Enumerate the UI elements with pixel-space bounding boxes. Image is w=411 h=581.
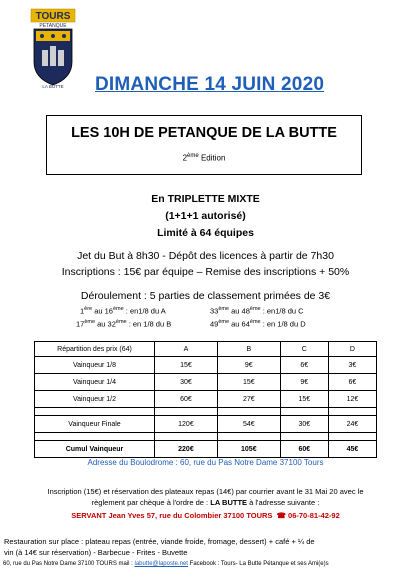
rank-group-c [210,306,304,316]
rank-group-b [76,319,171,329]
row-label: Vainqueur 1/2 [35,391,155,408]
event-date: DIMANCHE 14 JUIN 2020 [95,74,325,95]
edition-number: 2 [182,153,188,163]
table-cell: 30€ [280,416,328,433]
table-row [35,357,377,374]
format-line3: Limité à 64 équipes [157,227,254,239]
event-title: LES 10H DE PETANQUE DE LA BUTTE [71,125,337,141]
schedule-line1: Jet du But à 8h30 - Dépôt des licences à partir de 7h30 [77,250,334,262]
rank-b-end: au 32 [95,319,116,329]
rank-group-d [210,319,306,329]
footer [3,561,329,567]
restauration-line2: vin (à 14€ sur réservation) - Barbecue - Frites - Buvette [4,548,188,557]
rank-a-start-sup: ère [84,306,93,312]
inscription-line2-end: à l'adresse suivante : [247,498,320,507]
table-cell: 9€ [280,374,328,391]
rank-b-end-sup: ème [115,319,127,325]
logo-top-text: TOURS [35,11,71,22]
table-cell: 60€ [280,441,328,458]
spacer-cell [155,433,218,441]
rank-a-desc: : en1/8 du A [123,306,166,316]
table-spacer [35,433,377,441]
header-cell: A [155,342,218,357]
table-cell: 12€ [328,391,376,408]
spacer-cell [280,433,328,441]
table-cell: 15€ [155,357,218,374]
table-cell: 30€ [155,374,218,391]
rank-d-end: au 64 [229,319,250,329]
phone-icon: ☎ [276,511,286,520]
rank-d-desc: : en 1/8 du D [260,319,306,329]
inscription-line1: Inscription (15€) et réservation des plateaux repas (14€) par courrier avant le 31 Mai 20 avec le [47,487,364,496]
header-cell: C [280,342,328,357]
rank-c-start: 33 [210,306,219,316]
spacer-cell [217,408,280,416]
prize-table-header [35,342,377,357]
footer-facebook: Facebook : Tours- La Butte Pétanque et ses Ami(e)s [187,561,329,567]
spacer-cell [217,433,280,441]
table-cell: 3€ [328,357,376,374]
table-cell: 45€ [328,441,376,458]
restauration-line1: Restauration sur place : plateau repas (entrée, viande froide, fromage, dessert) + café + ¼ de [4,537,315,546]
club-logo [30,8,76,90]
rank-a-start: 1 [80,306,85,316]
edition-label [47,153,361,163]
logo-sub-text: PETANQUE [39,23,67,29]
inscription-line2 [0,498,411,507]
inscription-club-name: LA BUTTE [210,498,248,507]
spacer-cell [155,408,218,416]
table-cell: 54€ [217,416,280,433]
club-logo-shield-icon [30,8,76,90]
edition-suffix: ème [187,153,199,159]
table-cell: 220€ [155,441,218,458]
header-cell: D [328,342,376,357]
logo-bottom-text: LA BUTTE [42,84,64,89]
table-row [35,416,377,433]
spacer-cell [35,408,155,416]
table-cell: 15€ [280,391,328,408]
contact-address: SERVANT Jean Yves 57, rue du Colombier 37100 TOURS [71,511,273,520]
table-spacer [35,408,377,416]
format-line1: En TRIPLETTE MIXTE [151,193,260,205]
boulodrome-address: Adresse du Boulodrome : 60, rue du Pas Notre Dame 37100 Tours [87,458,324,467]
table-cell: 60€ [155,391,218,408]
rank-d-end-sup: ème [249,319,261,325]
rank-d-start: 49 [210,319,219,329]
rank-c-start-sup: ème [218,306,230,312]
footer-address: 60, rue du Pas Notre Dame 37100 TOURS mail : [3,561,135,567]
rank-b-start-sup: ème [84,319,96,325]
footer-email-link[interactable]: labutte@laposte.net [134,561,188,567]
table-cell: 6€ [328,374,376,391]
table-row [35,374,377,391]
rank-c-end: au 48 [229,306,250,316]
rank-d-start-sup: ème [218,319,230,325]
edition-text: Edition [198,153,226,163]
table-cell: 105€ [217,441,280,458]
rank-a-end-sup: ème [112,306,124,312]
prize-table [34,341,377,458]
spacer-cell [328,408,376,416]
deroulement-text: Déroulement : 5 parties de classement primées de 3€ [80,290,331,302]
spacer-cell [280,408,328,416]
row-label: Vainqueur 1/4 [35,374,155,391]
format-line2: (1+1+1 autorisé) [165,210,246,222]
rank-c-desc: : en1/8 du C [260,306,304,316]
inscription-contact [0,511,411,520]
rank-c-end-sup: ème [249,306,261,312]
schedule-line2: Inscriptions : 15€ par équipe – Remise des inscriptions + 50% [61,266,350,278]
table-row-total [35,441,377,458]
spacer-cell [35,433,155,441]
rank-a-end: au 16 [92,306,113,316]
rank-b-desc: : en 1/8 du B [126,319,172,329]
contact-phone: 06-70-81-42-92 [288,511,340,520]
table-cell: 15€ [217,374,280,391]
header-cell: B [217,342,280,357]
table-cell: 6€ [280,357,328,374]
row-label: Vainqueur Finale [35,416,155,433]
rank-group-a [80,306,166,316]
title-box [46,115,362,175]
spacer-cell [328,433,376,441]
table-cell: 27€ [217,391,280,408]
table-cell: 120€ [155,416,218,433]
table-cell: 9€ [217,357,280,374]
header-cell: Répartition des prix (64) [35,342,155,357]
row-label: Vainqueur 1/8 [35,357,155,374]
row-label: Cumul Vainqueur [35,441,155,458]
inscription-line2-start: règlement par chèque à l'ordre de : [91,498,211,507]
table-cell: 24€ [328,416,376,433]
table-row [35,391,377,408]
rank-b-start: 17 [76,319,85,329]
